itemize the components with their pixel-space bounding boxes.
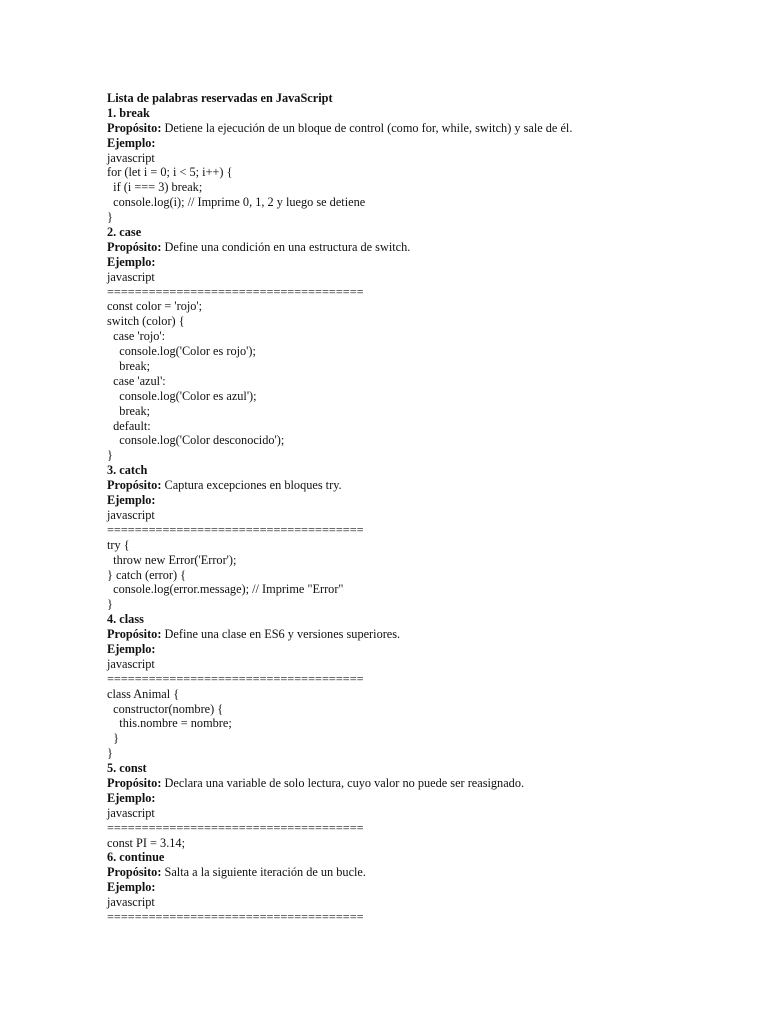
document-title: Lista de palabras reservadas en JavaScript (107, 91, 333, 105)
section-heading: 2. case (107, 225, 142, 240)
code-line: throw new Error('Error'); (107, 552, 237, 567)
code-line: class Animal { (107, 686, 180, 701)
purpose-label: Propósito: (107, 865, 162, 880)
code-line: constructor(nombre) { (107, 701, 224, 716)
purpose-label: Propósito: (107, 478, 162, 493)
example-label: Ejemplo: (107, 790, 156, 805)
purpose-line (107, 121, 707, 136)
purpose-line (107, 776, 707, 791)
example-label: Ejemplo: (107, 880, 156, 895)
code-line: } (107, 597, 113, 612)
purpose-line (107, 478, 707, 493)
code-language-label: javascript (107, 269, 155, 284)
keyword-section (107, 463, 707, 612)
example-label: Ejemplo: (107, 135, 156, 150)
code-line: break; (107, 403, 151, 418)
purpose-text: Define una clase en ES6 y versiones superiores. (161, 627, 401, 642)
purpose-label: Propósito: (107, 239, 162, 254)
code-line: if (i === 3) break; (107, 180, 203, 195)
code-line: default: (107, 418, 151, 433)
purpose-text: Declara una variable de solo lectura, cuyo valor no puede ser reasignado. (161, 775, 525, 790)
code-line: console.log(i); // Imprime 0, 1, 2 y luego se detiene (107, 195, 366, 210)
code-language-label: javascript (107, 895, 155, 910)
example-label: Ejemplo: (107, 641, 156, 656)
code-language-label: javascript (107, 805, 155, 820)
document-body (107, 91, 707, 925)
purpose-text: Detiene la ejecución de un bloque de control (como for, while, switch) y sale de él. (161, 120, 573, 135)
code-line: } (107, 731, 120, 746)
purpose-text: Captura excepciones en bloques try. (161, 478, 342, 493)
code-language-label: javascript (107, 656, 155, 671)
keyword-section (107, 761, 707, 850)
code-line: console.log('Color es rojo'); (107, 344, 256, 359)
separator-line: ===================================== (107, 909, 364, 924)
separator-line: ===================================== (107, 284, 364, 299)
code-line: case 'rojo': (107, 329, 166, 344)
keyword-section (107, 850, 707, 924)
code-line: } (107, 746, 113, 761)
purpose-label: Propósito: (107, 775, 162, 790)
code-line: } catch (error) { (107, 567, 187, 582)
purpose-line (107, 865, 707, 880)
code-line: console.log(error.message); // Imprime "Error" (107, 582, 344, 597)
separator-line: ===================================== (107, 820, 364, 835)
purpose-text: Salta a la siguiente iteración de un bucle. (161, 865, 366, 880)
section-heading: 6. continue (107, 850, 165, 865)
code-line: console.log('Color desconocido'); (107, 433, 285, 448)
code-language-label: javascript (107, 507, 155, 522)
code-line: for (let i = 0; i < 5; i++) { (107, 165, 233, 180)
keyword-section (107, 225, 707, 463)
purpose-line (107, 240, 707, 255)
purpose-text: Define una condición en una estructura de switch. (161, 239, 411, 254)
code-line: try { (107, 537, 130, 552)
code-line: case 'azul': (107, 373, 166, 388)
code-line: this.nombre = nombre; (107, 716, 232, 731)
code-line: switch (color) { (107, 314, 185, 329)
code-line: } (107, 210, 113, 225)
section-heading: 3. catch (107, 463, 148, 478)
example-label: Ejemplo: (107, 254, 156, 269)
code-line: const PI = 3.14; (107, 835, 185, 850)
example-label: Ejemplo: (107, 493, 156, 508)
code-line: const color = 'rojo'; (107, 299, 203, 314)
code-line: console.log('Color es azul'); (107, 388, 257, 403)
code-language-label: javascript (107, 150, 155, 165)
section-heading: 1. break (107, 105, 150, 120)
separator-line: ===================================== (107, 671, 364, 686)
code-line: break; (107, 359, 151, 374)
sections-container (107, 106, 707, 925)
purpose-label: Propósito: (107, 627, 162, 642)
section-heading: 5. const (107, 761, 147, 776)
purpose-line (107, 627, 707, 642)
purpose-label: Propósito: (107, 120, 162, 135)
keyword-section (107, 612, 707, 761)
separator-line: ===================================== (107, 522, 364, 537)
code-line: } (107, 448, 113, 463)
section-heading: 4. class (107, 612, 144, 627)
keyword-section (107, 106, 707, 225)
